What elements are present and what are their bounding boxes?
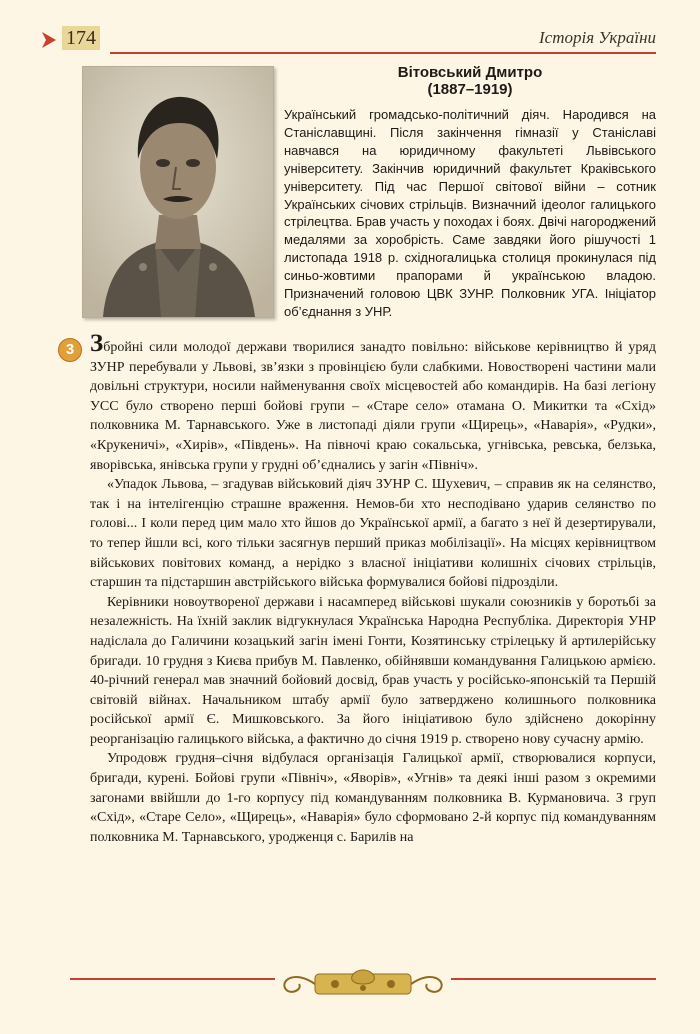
page-header <box>40 26 656 56</box>
page-number: 174 <box>62 26 100 50</box>
portrait-photo <box>82 66 274 318</box>
footer-divider-right <box>451 978 656 980</box>
header-divider <box>110 52 656 54</box>
corner-ornament-icon <box>40 30 58 50</box>
paragraph-1 <box>90 330 656 475</box>
page-footer <box>70 966 656 1006</box>
portrait-image <box>83 67 273 317</box>
header-title: Історія України <box>539 28 656 47</box>
footer-divider-left <box>70 978 275 980</box>
bio-text: Український громадсько-політичний діяч. Народився на Станіславщині. Після закінчення гімназії у Станіславі навчався на юридичному факультеті Львівського університету. Закінчив юридичний факультет Краківського університету. Під час Першої світової війни – сотник Українських січових стрільців. Визначний ідеолог галицького стрілецтва. Брав участь у походах і боях. Двічі нагороджений медалями за хоробрість. Саме завдяки його рішучості 1 листопада 1918 р. східногалицька столиця прокинулася під синьо-жовтими прапорами й українською владою. Призначений головою ЦВК ЗУНР. Полковник УГА. Ініціатор об’єднання з УНР. <box>284 107 656 319</box>
paragraph-4: Упродовж грудня–січня відбулася організація Галицької армії, створювалися корпуси, бригади, курені. Бойові групи «Північ», «Яворів», «Угнів» та деякі інші разом з окремими загонами ввійшли до 1-го корпусу під командуванням полковника В. Курмановича. З груп «Схід», «Старе Село», «Щирець», «Наварія» було сформовано 2-й корпус під командуванням полковника М. Тарнавського, уродженця с. Барилів на <box>90 751 656 845</box>
drop-cap: З <box>90 330 104 357</box>
paragraph-2: «Упадок Львова, – згадував військовий діяч ЗУНР С. Шухевич, – справив як на селянство, так і на інтелігенцію страшне враження. Немов-би хто несподівано ударив селянство по голові... І коли перед цим мало хто йшов до Української армії, а багато з неї й дезертирували, то тепер йшли всі, кого тільки засягнув перший приказ мобілізації». На місцях керівництвом військових повітових команд, а нерідко з власної ініціативи колишніх січових стрільців, старшин та підстаршин австрійського війська формувалися бойові підрозділи. <box>90 477 656 591</box>
footer-ornament-icon <box>275 966 451 1002</box>
bio-name: Вітовський Дмитро <box>397 64 543 81</box>
paragraph-3: Керівники новоутвореної держави і насамперед військові шукали союзників у боротьбі за незалежність. На їхній заклик відгукнулася Українська Народна Республіка. Директорія УНР надіслала до Галичини козацький загін імені Гонти, Козятинську стрілецьку й артилерійську бригади. 10 грудня з Києва прибув М. Павленко, обійнявши командування Галицькою армією. 40-річний генерал мав значний бойовий досвід, брав участь у російсько-японській та Першій світовій війнах. Начальником штабу армії було затверджено колишнього полковника російської армії Є. Мишковського. За його ініціативою було здійснено докорінну реорганізацію галицького війська, а фактично до січня 1919 р. створено нову сучасну армію. <box>90 594 656 747</box>
biography-box <box>284 64 656 321</box>
main-text <box>90 330 656 847</box>
section-number-badge: 3 <box>58 338 82 362</box>
bio-dates: (1887–1919) <box>427 81 513 98</box>
paragraph-1-text: бройні сили молодої держави творилися занадто повільно: військове керівництво й уряд ЗУНР перебували у Львові, зв’язки з провінцією були слабкими. Новостворені частини мали довільні структури, носили найменування своїх місцевостей або командирів. На базі легіону УСС було створено перші бойові групи – «Старе село» отамана О. Микитки та «Схід» полковника М. Тарнавського. Уже в листопаді діяли групи «Щирець», «Наварія», «Рудки», «Крукеничі», «Хирів», «Південь». На півночі краю сокальська, угнівська, ревська, белзька, яворівська, янівська групи у грудні об’єднались у загін «Північ». <box>90 340 656 473</box>
